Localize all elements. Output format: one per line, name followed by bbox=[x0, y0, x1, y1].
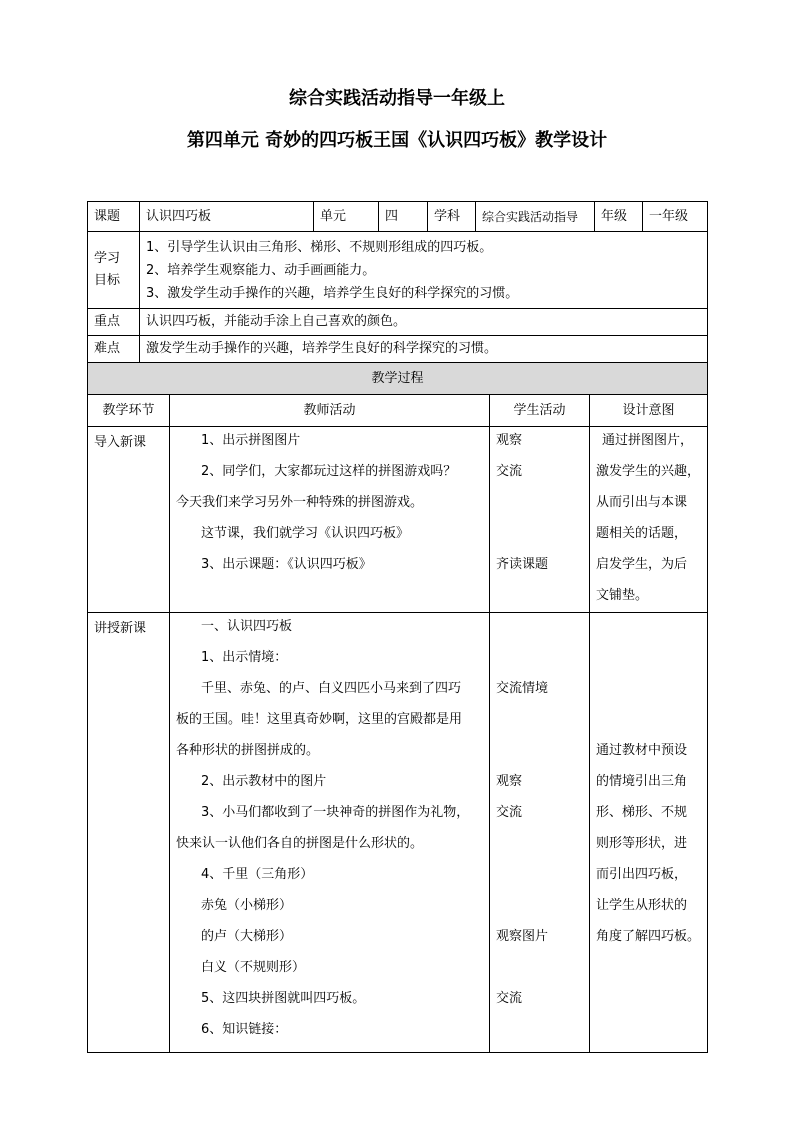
intent-line: 则形等形状，进 bbox=[596, 836, 688, 851]
lecture-row bbox=[88, 613, 708, 1053]
teacher-line: 3、出示课题：《认识四巧板》 bbox=[201, 557, 372, 572]
teacher-line: 4、千里（三角形） bbox=[201, 867, 314, 882]
difficulty-text: 激发学生动手操作的兴趣，培养学生良好的科学探究的习惯。 bbox=[140, 336, 708, 363]
intent-line: 通过教材中预设 bbox=[596, 743, 688, 758]
teacher-line: 赤兔（小梯形） bbox=[201, 898, 293, 913]
goals-label bbox=[88, 232, 140, 309]
teacher-line: 5、这四块拼图就叫四巧板。 bbox=[201, 991, 366, 1006]
teacher-line: 这节课，我们就学习《认识四巧板》 bbox=[201, 526, 410, 541]
topic-value: 认识四巧板 bbox=[140, 202, 314, 232]
goals-list bbox=[140, 232, 708, 309]
teacher-line: 2、出示教材中的图片 bbox=[201, 774, 327, 789]
lecture-stage: 讲授新课 bbox=[88, 613, 170, 1053]
subject-label: 学科 bbox=[428, 202, 476, 232]
goal-item: 1、引导学生认识由三角形、梯形、不规则形组成的四巧板。 bbox=[146, 239, 493, 255]
goal-item: 2、培养学生观察能力、动手画画能力。 bbox=[146, 262, 376, 278]
grade-label: 年级 bbox=[595, 202, 643, 232]
teacher-line: 1、出示拼图图片 bbox=[201, 433, 301, 448]
subject-value: 综合实践活动指导 bbox=[476, 202, 595, 232]
lecture-student bbox=[490, 613, 590, 1053]
teacher-line: 一、认识四巧板 bbox=[201, 619, 293, 634]
student-line: 观察 bbox=[496, 433, 523, 448]
intro-teacher bbox=[170, 427, 490, 613]
teacher-line: 千里、赤兔、的卢、白义四匹小马来到了四巧 bbox=[201, 681, 462, 696]
unit-label: 单元 bbox=[314, 202, 379, 232]
student-line: 齐读课题 bbox=[496, 557, 549, 572]
intent-line: 文铺垫。 bbox=[596, 588, 649, 603]
intro-intent bbox=[590, 427, 708, 613]
goals-row bbox=[88, 232, 708, 309]
teacher-line: 板的王国。哇！这里真奇妙啊，这里的宫殿都是用 bbox=[176, 712, 463, 727]
header-intent: 设计意图 bbox=[590, 395, 708, 427]
intent-line: 启发学生，为后 bbox=[596, 557, 688, 572]
info-table bbox=[87, 201, 708, 363]
key-point-text: 认识四巧板，并能动手涂上自己喜欢的颜色。 bbox=[140, 309, 708, 336]
student-line: 交流情境 bbox=[496, 681, 549, 696]
goals-label-line1: 学习 bbox=[94, 251, 121, 266]
goals-label-line2: 目标 bbox=[94, 273, 121, 288]
student-line: 观察图片 bbox=[496, 929, 549, 944]
info-row bbox=[88, 202, 708, 232]
header-teacher: 教师活动 bbox=[170, 395, 490, 427]
unit-value: 四 bbox=[379, 202, 428, 232]
intent-line: 让学生从形状的 bbox=[596, 898, 688, 913]
student-line: 交流 bbox=[496, 464, 523, 479]
teacher-line: 1、出示情境： bbox=[201, 650, 288, 665]
key-point-row bbox=[88, 309, 708, 336]
process-band: 教学过程 bbox=[88, 363, 708, 395]
document-subtitle: 第四单元 奇妙的四巧板王国《认识四巧板》教学设计 bbox=[186, 130, 608, 151]
intro-stage: 导入新课 bbox=[88, 427, 170, 613]
header-stage: 教学环节 bbox=[88, 395, 170, 427]
goal-item: 3、激发学生动手操作的兴趣，培养学生良好的科学探究的习惯。 bbox=[146, 285, 519, 301]
intent-line: 的情境引出三角 bbox=[596, 774, 688, 789]
teacher-line: 白义（不规则形） bbox=[201, 960, 306, 975]
intro-row bbox=[88, 427, 708, 613]
key-point-label: 重点 bbox=[88, 309, 140, 336]
teacher-line: 各种形状的拼图拼成的。 bbox=[176, 743, 320, 758]
student-line: 交流 bbox=[496, 805, 523, 820]
header-student: 学生活动 bbox=[490, 395, 590, 427]
teacher-line: 2、同学们，大家都玩过这样的拼图游戏吗？ bbox=[201, 464, 457, 479]
process-header-row bbox=[88, 395, 708, 427]
process-table bbox=[87, 362, 708, 1053]
lecture-teacher bbox=[170, 613, 490, 1053]
intent-line: 而引出四巧板， bbox=[596, 867, 688, 882]
intro-student bbox=[490, 427, 590, 613]
lecture-intent bbox=[590, 613, 708, 1053]
student-line: 交流 bbox=[496, 991, 523, 1006]
process-band-row bbox=[88, 363, 708, 395]
teacher-line: 的卢（大梯形） bbox=[201, 929, 293, 944]
intent-line: 通过拼图图片， bbox=[602, 433, 694, 448]
teacher-line: 快来认一认他们各自的拼图是什么形状的。 bbox=[176, 836, 424, 851]
intent-line: 从而引出与本课 bbox=[596, 495, 688, 510]
intent-line: 激发学生的兴趣， bbox=[596, 464, 701, 479]
intent-line: 题相关的话题， bbox=[596, 526, 688, 541]
intent-line: 形、梯形、不规 bbox=[596, 805, 688, 820]
grade-value: 一年级 bbox=[643, 202, 708, 232]
document-title: 综合实践活动指导一年级上 bbox=[289, 88, 505, 109]
intent-line: 角度了解四巧板。 bbox=[596, 929, 701, 944]
teacher-line: 6、知识链接： bbox=[201, 1022, 288, 1037]
teacher-line: 3、小马们都收到了一块神奇的拼图作为礼物， bbox=[201, 805, 470, 820]
difficulty-row bbox=[88, 336, 708, 363]
student-line: 观察 bbox=[496, 774, 523, 789]
teacher-line: 今天我们来学习另外一种特殊的拼图游戏。 bbox=[176, 495, 424, 510]
topic-label: 课题 bbox=[88, 202, 140, 232]
difficulty-label: 难点 bbox=[88, 336, 140, 363]
